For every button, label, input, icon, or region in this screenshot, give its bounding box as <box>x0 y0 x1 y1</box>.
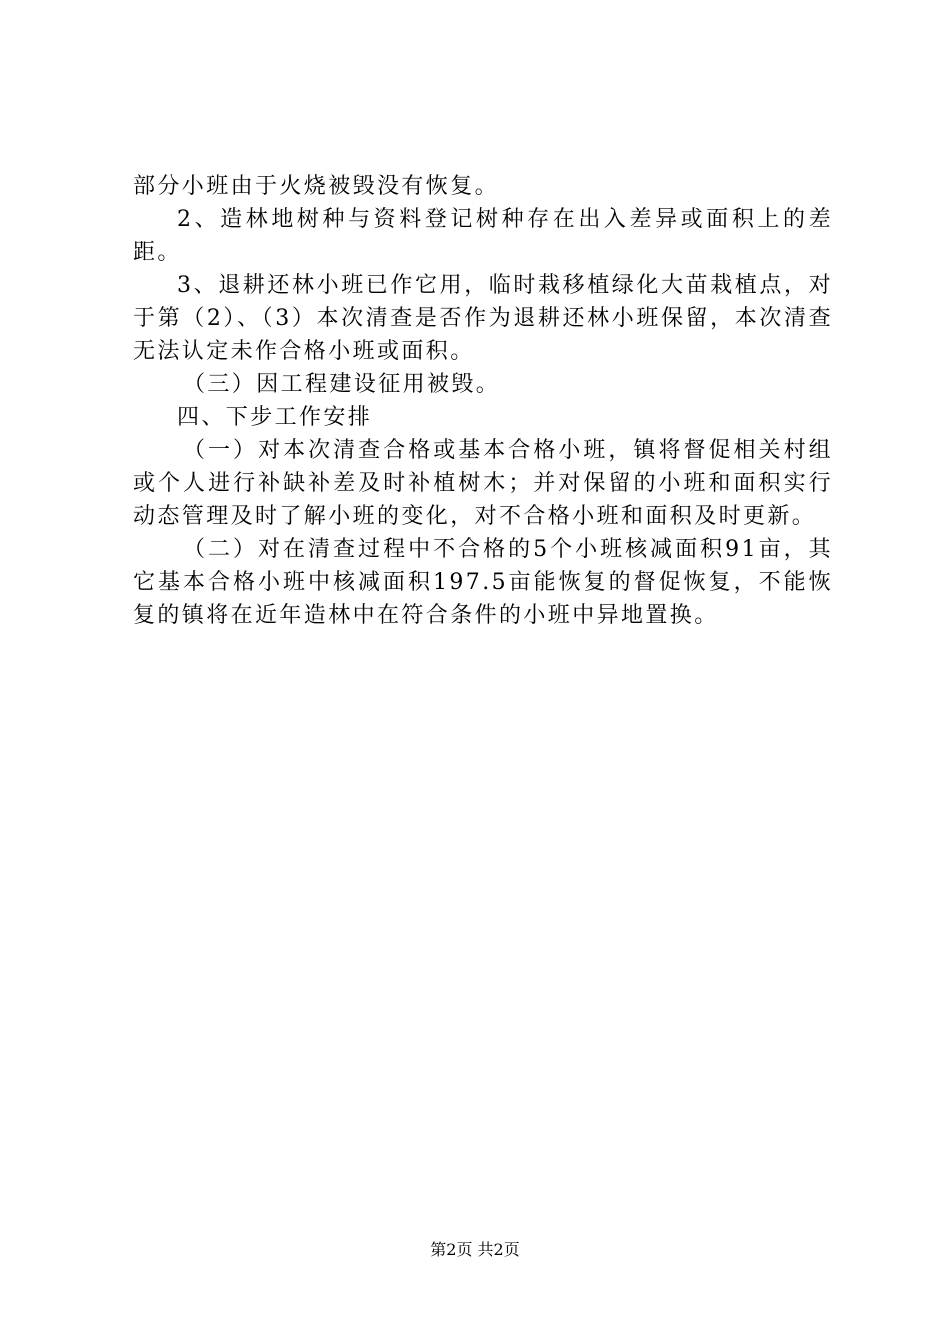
document-body <box>133 170 833 632</box>
page-footer <box>0 1240 950 1260</box>
section-heading-next-steps: 四、下步工作安排 <box>177 405 373 430</box>
page-total: 共2页 <box>477 1240 520 1259</box>
paragraph-species-discrepancy: 2、造林地树种与资料登记树种存在出入差异或面积上的差距。 <box>133 207 833 265</box>
paragraph-next-step-two: （二）对在清查过程中不合格的5个小班核减面积91亩，其它基本合格小班中核减面积197.5亩能恢复的督促恢复，不能恢复的镇将在近年造林中在符合条件的小班中异地置换。 <box>133 537 833 628</box>
paragraph-fire-damage: 部分小班由于火烧被毁没有恢复。 <box>133 174 500 199</box>
page-number: 第2页 <box>430 1240 473 1259</box>
paragraph-other-use: 3、退耕还林小班已作它用，临时栽移植绿化大苗栽植点，对于第（2）、（3）本次清查是否作为退耕还林小班保留，本次清查无法认定未作合格小班或面积。 <box>133 273 833 364</box>
paragraph-next-step-one: （一）对本次清查合格或基本合格小班，镇将督促相关村组或个人进行补缺补差及时补植树木；并对保留的小班和面积实行动态管理及时了解小班的变化，对不合格小班和面积及时更新。 <box>133 438 833 529</box>
paragraph-construction-damage: （三）因工程建设征用被毁。 <box>183 372 501 397</box>
